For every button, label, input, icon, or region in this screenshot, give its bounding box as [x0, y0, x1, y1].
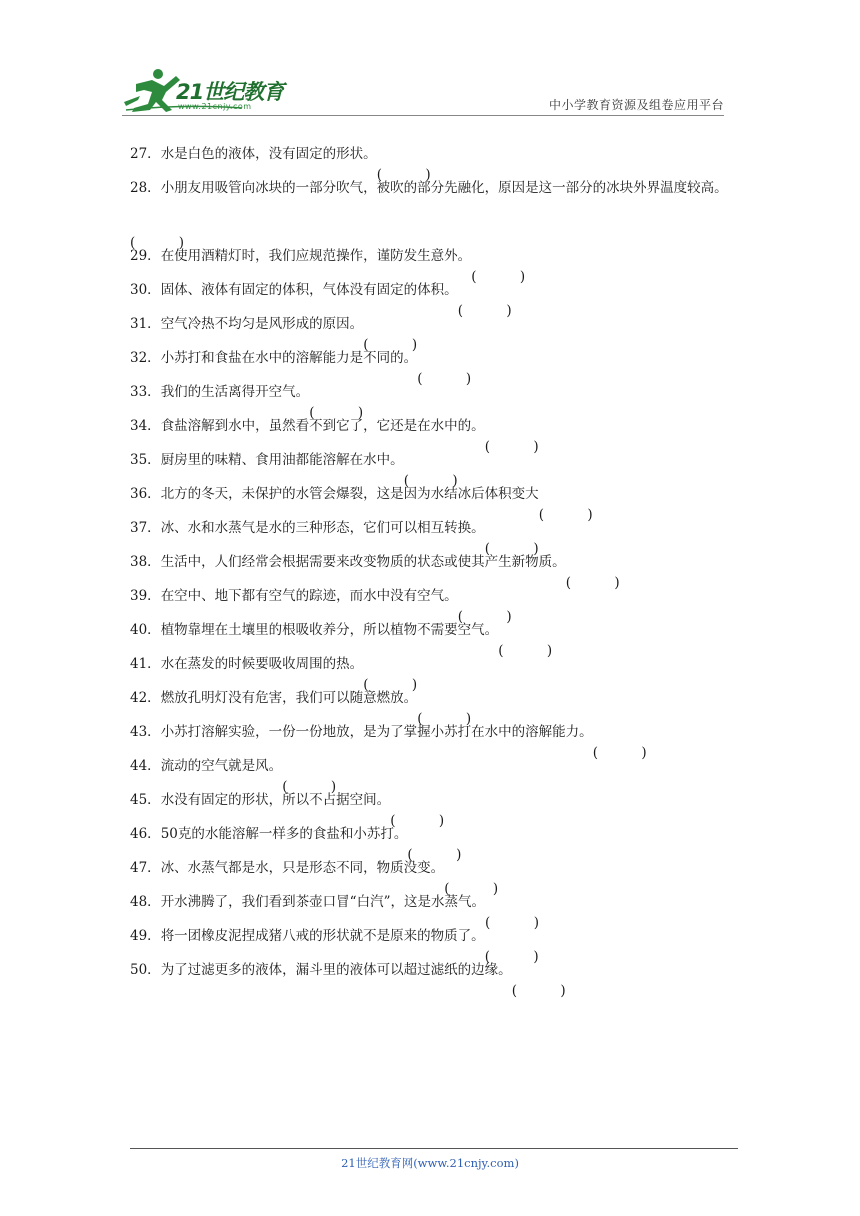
question-text: 流动的空气就是风。 [160, 758, 283, 774]
question-item [130, 647, 730, 681]
question-item [130, 409, 730, 443]
question-text: 食盐溶解到水中，虽然看不到它了，它还是在水中的。 [160, 418, 485, 434]
question-item [130, 749, 730, 783]
question-number: 33． [130, 384, 161, 400]
question-text: 将一团橡皮泥捏成猪八戒的形状就不是原来的物质了。 [160, 928, 485, 944]
question-item [130, 919, 730, 953]
question-text: 北方的冬天，未保护的水管会爆裂，这是因为水结冰后体积变大 [160, 486, 539, 502]
question-number: 31． [130, 316, 161, 332]
question-item [130, 613, 730, 647]
platform-slogan: 中小学教育资源及组卷应用平台 [548, 98, 724, 112]
footer-divider [130, 1148, 738, 1149]
question-number: 42． [130, 690, 161, 706]
question-item [130, 239, 730, 273]
question-text: 固体、液体有固定的体积，气体没有固定的体积。 [160, 282, 458, 298]
question-number: 45． [130, 792, 161, 808]
question-number: 29． [130, 248, 161, 264]
question-number: 46． [130, 826, 161, 842]
question-number: 40． [130, 622, 161, 638]
question-number: 37． [130, 520, 161, 536]
question-item [130, 443, 730, 477]
logo-text: 21世纪教育 [176, 80, 284, 104]
question-item [130, 783, 730, 817]
question-item [130, 273, 730, 307]
question-number: 28． [130, 180, 161, 196]
question-text: 为了过滤更多的液体，漏斗里的液体可以超过滤纸的边缘。 [160, 962, 512, 978]
question-text: 冰、水蒸气都是水，只是形态不同，物质没变。 [160, 860, 445, 876]
question-text: 50克的水能溶解一样多的食盐和小苏打。 [160, 826, 408, 842]
question-text: 小朋友用吸管向冰块的一部分吹气，被吹的部分先融化，原因是这一部分的冰块外界温度较高。 [160, 180, 728, 196]
question-number: 41． [130, 656, 161, 672]
question-item [130, 681, 730, 715]
question-item [130, 341, 730, 375]
question-text: 小苏打和食盐在水中的溶解能力是不同的。 [160, 350, 418, 366]
question-number: 48． [130, 894, 161, 910]
question-item [130, 953, 730, 987]
question-item [130, 817, 730, 851]
question-text: 空气冷热不均匀是风形成的原因。 [160, 316, 364, 332]
question-item [130, 137, 730, 171]
question-text: 在使用酒精灯时，我们应规范操作，谨防发生意外。 [160, 248, 472, 264]
site-logo[interactable] [122, 66, 297, 118]
header-divider [122, 115, 724, 116]
question-text: 开水沸腾了，我们看到茶壶口冒“白汽”，这是水蒸气。 [160, 894, 485, 910]
question-item [130, 851, 730, 885]
question-number: 39． [130, 588, 161, 604]
logo-url: www.21cnjy.com [178, 102, 252, 111]
question-number: 27． [130, 146, 161, 162]
question-text: 水在蒸发的时候要吸收周围的热。 [160, 656, 364, 672]
question-item [130, 579, 730, 613]
question-number: 47． [130, 860, 161, 876]
question-text: 植物靠埋在土壤里的根吸收养分，所以植物不需要空气。 [160, 622, 499, 638]
question-item [130, 885, 730, 919]
question-text: 我们的生活离得开空气。 [160, 384, 310, 400]
question-number: 49． [130, 928, 161, 944]
question-text: 厨房里的味精、食用油都能溶解在水中。 [160, 452, 404, 468]
question-number: 43． [130, 724, 161, 740]
page-header [0, 0, 860, 120]
question-number: 36． [130, 486, 161, 502]
question-list [130, 137, 730, 987]
question-item [130, 477, 730, 511]
question-number: 30． [130, 282, 161, 298]
question-text: 水没有固定的形状，所以不占据空间。 [160, 792, 391, 808]
question-number: 35． [130, 452, 161, 468]
question-item [130, 715, 730, 749]
question-number: 44． [130, 758, 161, 774]
question-text: 生活中，人们经常会根据需要来改变物质的状态或使其产生新物质。 [160, 554, 566, 570]
question-item [130, 545, 730, 579]
question-text: 冰、水和水蒸气是水的三种形态，它们可以相互转换。 [160, 520, 485, 536]
question-text: 燃放孔明灯没有危害，我们可以随意燃放。 [160, 690, 418, 706]
question-item [130, 307, 730, 341]
question-item [130, 511, 730, 545]
question-item [130, 375, 730, 409]
question-text: 在空中、地下都有空气的踪迹，而水中没有空气。 [160, 588, 458, 604]
footer-link[interactable]: 21世纪教育网(www.21cnjy.com) [341, 1156, 519, 1170]
question-number: 38． [130, 554, 161, 570]
question-number: 50． [130, 962, 161, 978]
question-number: 34． [130, 418, 161, 434]
question-text: 水是白色的液体，没有固定的形状。 [160, 146, 377, 162]
question-number: 32． [130, 350, 161, 366]
question-text: 小苏打溶解实验，一份一份地放，是为了掌握小苏打在水中的溶解能力。 [160, 724, 593, 740]
